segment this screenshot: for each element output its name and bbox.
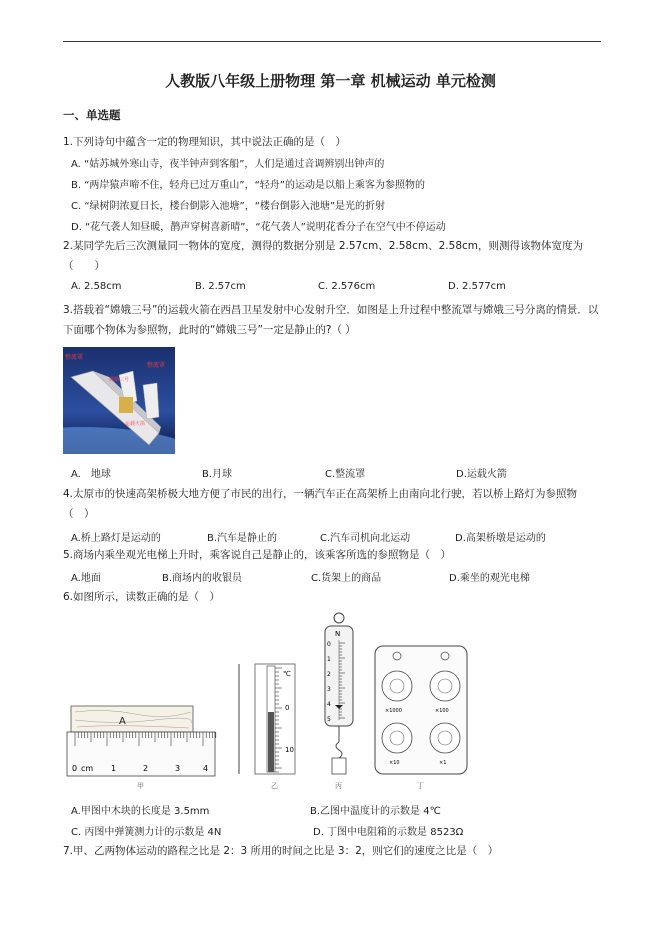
question-3-option-c: C.整流罩 bbox=[325, 469, 366, 480]
dial-label-x1000: ×1000 bbox=[385, 708, 402, 714]
caption-bing: 丙 bbox=[335, 782, 342, 790]
question-2-option-d: D. 2.577cm bbox=[448, 281, 506, 292]
question-1-option-d: D. “花气袭人知昼暖，鹊声穿树喜新晴”，“花气袭人”说明花香分子在空气中不停运动 bbox=[71, 222, 446, 233]
question-2-option-c: C. 2.576cm bbox=[318, 281, 376, 292]
question-4-option-c: C.汽车司机向北运动 bbox=[320, 533, 411, 544]
section-heading: 一、单选题 bbox=[63, 108, 121, 122]
question-4-stem: 4.太原市的快速高架桥极大地方便了市民的出行，一辆汽车正在高架桥上由南向北行驶，若以桥上路灯为参照物（ ） bbox=[63, 488, 578, 520]
resistance-box-figure bbox=[375, 646, 467, 790]
ruler-tick-0: 0 bbox=[72, 764, 78, 773]
ruler-tick-4: 4 bbox=[203, 764, 209, 773]
dial-label-x100: ×100 bbox=[435, 708, 449, 714]
ruler-figure bbox=[67, 706, 216, 790]
question-6-option-c: C. 丙图中弹簧测力计的示数是 4N bbox=[71, 827, 222, 838]
caption-yi: 乙 bbox=[271, 782, 278, 790]
caption-ding: 丁 bbox=[417, 782, 424, 790]
dial-hundreds bbox=[430, 671, 460, 701]
rocket-separation-image bbox=[63, 347, 175, 454]
question-4-option-b: B.汽车是静止的 bbox=[207, 533, 278, 544]
question-6-stem: 6.如图所示，读数正确的是（ ） bbox=[63, 591, 221, 603]
hanging-weight bbox=[332, 758, 346, 774]
question-1-stem: 1.下列诗句中蕴含一定的物理知识，其中说法正确的是（ ） bbox=[63, 136, 347, 148]
ruler-tick-2: 2 bbox=[143, 764, 149, 773]
question-5-option-d: D.乘坐的观光电梯 bbox=[449, 573, 530, 584]
spring-scale-figure bbox=[325, 613, 353, 790]
question-5-option-a: A.地面 bbox=[71, 573, 101, 584]
scale-unit: N bbox=[335, 630, 341, 638]
scale-tick-4: 4 bbox=[327, 701, 331, 708]
question-1-option-b: B. “两岸猿声啼不住，轻舟已过万重山”，“轻舟”的运动是以船上乘客为参照物的 bbox=[71, 180, 425, 191]
scale-tick-5: 5 bbox=[327, 716, 331, 723]
question-3-option-a: A. 地球 bbox=[71, 469, 111, 480]
question-1-option-a: A. “姑苏城外寒山寺，夜半钟声到客船”，人们是通过音调辨别出钟声的 bbox=[71, 159, 385, 170]
question-5-stem: 5.商场内乘坐观光电梯上升时，乘客说自己是静止的，该乘客所选的参照物是（ ） bbox=[63, 549, 452, 561]
dial-ones bbox=[430, 723, 460, 753]
thermo-tick-10: 10 bbox=[285, 746, 294, 754]
question-4-option-a: A.桥上路灯是运动的 bbox=[71, 533, 161, 544]
fairing-label-left: 整流罩 bbox=[65, 354, 84, 361]
question-5-option-c: C.货架上的商品 bbox=[311, 573, 382, 584]
question-7-stem: 7.甲、乙两物体运动的路程之比是 2：3 所用的时间之比是 3：2，则它们的速度之比是（ ） bbox=[63, 845, 499, 857]
ruler-unit: cm bbox=[81, 764, 94, 773]
rocket-label: 运载火箭 bbox=[125, 421, 146, 427]
wooden-block bbox=[71, 706, 193, 732]
question-2-option-a: A. 2.58cm bbox=[71, 281, 122, 292]
mercury-column bbox=[268, 712, 274, 772]
question-3-option-b: B.月球 bbox=[202, 469, 233, 480]
scale-tick-2: 2 bbox=[327, 671, 331, 678]
question-2-option-b: B. 2.57cm bbox=[195, 281, 246, 292]
question-6-option-a: A.甲图中木块的长度是 3.5mm bbox=[71, 806, 210, 817]
page-title: 人教版八年级上册物理 第一章 机械运动 单元检测 bbox=[165, 72, 496, 90]
dial-tens bbox=[382, 723, 412, 753]
measurement-instruments-figure bbox=[63, 608, 473, 793]
probe-label: 嫦娥三号 bbox=[109, 377, 130, 383]
block-label: A bbox=[119, 716, 126, 727]
question-3-option-d: D.运载火箭 bbox=[456, 469, 507, 480]
question-2-stem: 2.某同学先后三次测量同一物体的宽度，测得的数据分别是 2.57cm、2.58cm、2.58cm，则测得该物体宽度为（ ） bbox=[63, 240, 583, 272]
question-4-option-d: D.高架桥墩是运动的 bbox=[455, 533, 546, 544]
thermometer-unit: ℃ bbox=[283, 670, 291, 678]
question-3-stem: 3.搭载着“嫦娥三号”的运载火箭在西昌卫星发射中心发射升空．如图是上升过程中整流罩与嫦娥三号分离的情景．以下面哪个物体为参照物，此时的“嫦娥三号”一定是静止的?（ ） bbox=[63, 304, 599, 336]
question-6-option-b: B.乙图中温度计的示数是 4℃ bbox=[310, 806, 441, 817]
scale-tick-0: 0 bbox=[327, 641, 331, 648]
scale-tick-1: 1 bbox=[327, 656, 331, 663]
dial-label-x10: ×10 bbox=[389, 760, 400, 766]
caption-jia: 甲 bbox=[137, 782, 144, 790]
fairing-label-right: 整流罩 bbox=[147, 362, 166, 369]
ruler-tick-3: 3 bbox=[175, 764, 181, 773]
question-1-option-c: C. “绿树阴浓夏日长，楼台倒影入池塘”，“楼台倒影入池塘”是光的折射 bbox=[71, 201, 386, 212]
question-6-option-d: D. 丁图中电阻箱的示数是 8523Ω bbox=[313, 827, 464, 838]
question-5-option-b: B.商场内的收银员 bbox=[162, 573, 243, 584]
ruler-tick-1: 1 bbox=[111, 764, 117, 773]
dial-thousands bbox=[382, 671, 412, 701]
thermometer-figure bbox=[239, 664, 295, 790]
thermo-tick-0: 0 bbox=[285, 704, 290, 712]
dial-label-x1: ×1 bbox=[439, 760, 447, 766]
scale-tick-3: 3 bbox=[327, 686, 331, 693]
header-rule bbox=[63, 41, 601, 42]
